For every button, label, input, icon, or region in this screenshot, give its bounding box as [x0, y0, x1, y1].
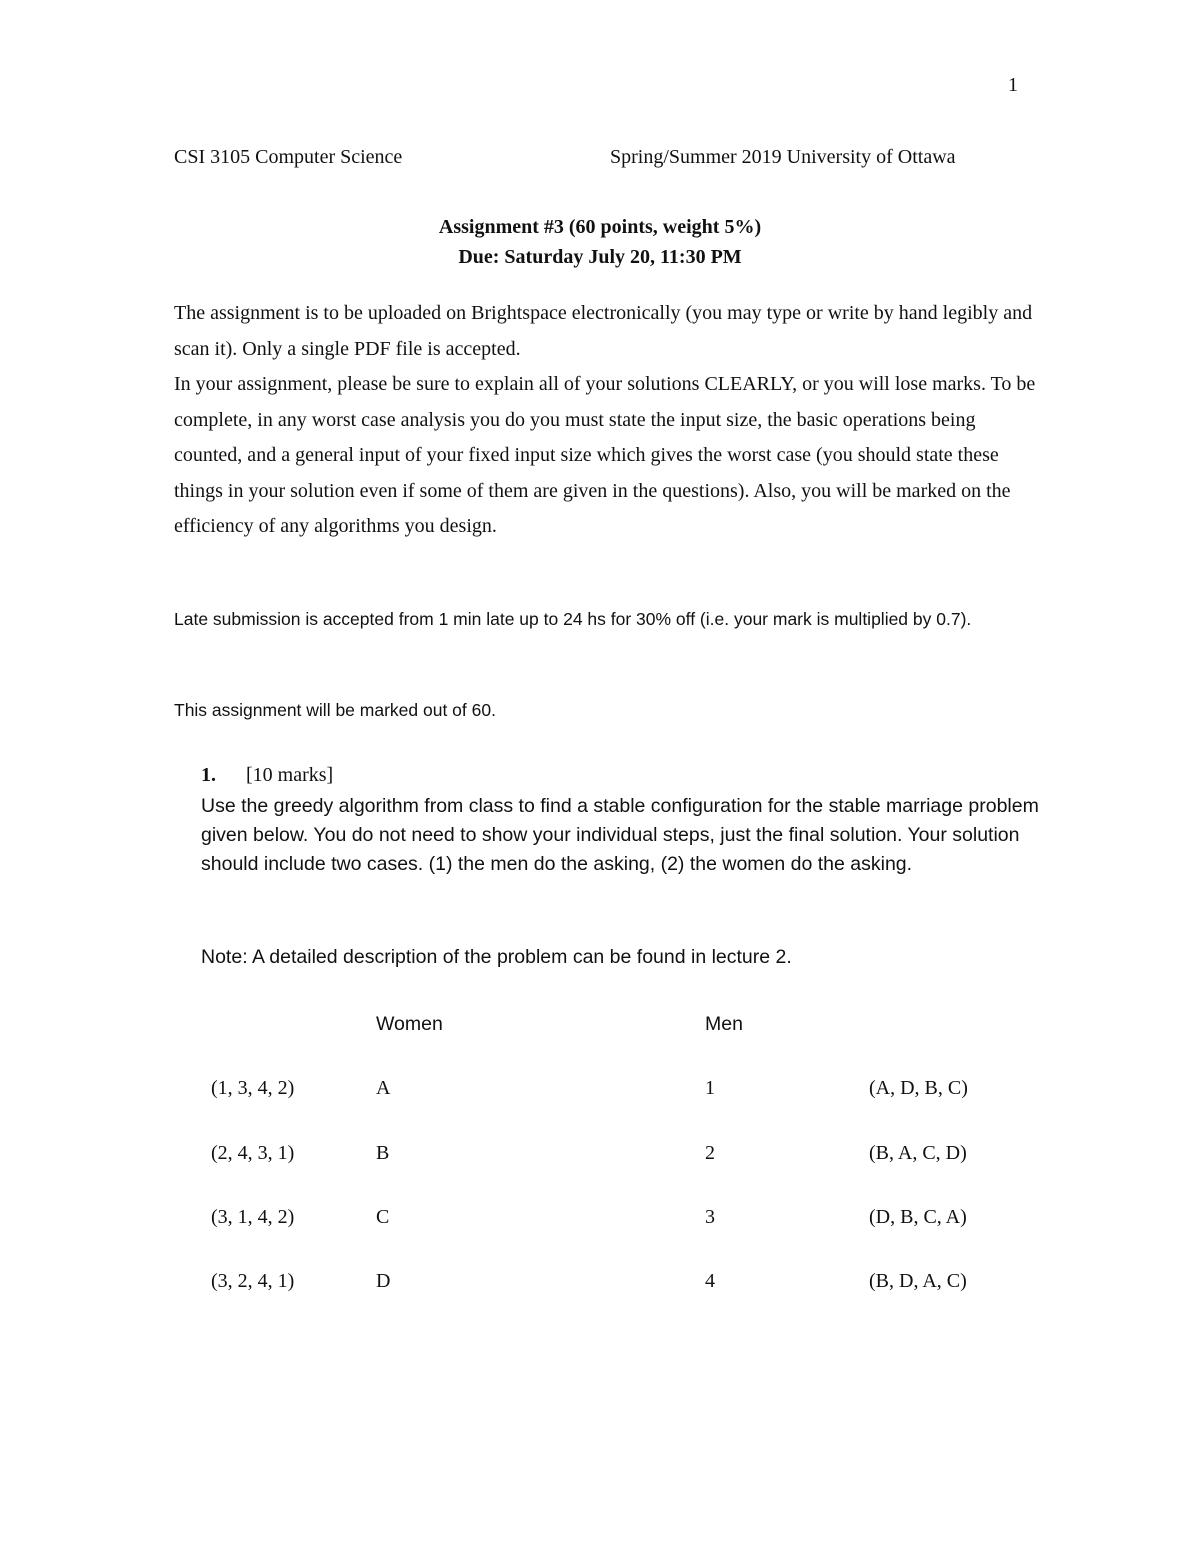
upload-instructions: The assignment is to be uploaded on Brightspace electronically (you may type or write by hand legibly and scan it). Only a single PDF file is accepted.: [174, 302, 1033, 360]
intro-instructions: [174, 296, 1044, 545]
woman-label: D: [376, 1270, 391, 1292]
women-preference: (2, 4, 3, 1): [211, 1142, 295, 1164]
man-label: 3: [705, 1206, 715, 1228]
course-title: CSI 3105 Computer Science: [174, 146, 403, 168]
assignment-heading: Assignment #3 (60 points, weight 5%): [438, 216, 762, 238]
men-preference: (B, A, C, D): [869, 1142, 967, 1164]
women-column-header: Women: [376, 1013, 443, 1035]
woman-label: C: [376, 1206, 390, 1228]
late-policy: Late submission is accepted from 1 min late up to 24 hs for 30% off (i.e. your mark is multiplied by 0.7).: [174, 609, 972, 629]
assignment-title: [0, 212, 1200, 272]
due-date: Due: Saturday July 20, 11:30 PM: [458, 246, 742, 268]
term-university: Spring/Summer 2019 University of Ottawa: [610, 146, 956, 168]
men-preference: (A, D, B, C): [869, 1077, 968, 1099]
question-1-body: Use the greedy algorithm from class to find a stable configuration for the stable marriage problem given below. You do not need to show your individual steps, just the final solution. Your solution should include two cases. (1) the men do the asking, (2) the women do the asking.: [201, 795, 1039, 875]
man-label: 2: [705, 1142, 715, 1164]
marked-out-text: This assignment will be marked out of 60.: [174, 700, 496, 720]
men-preference: (D, B, C, A): [869, 1206, 967, 1228]
question-1-number: 1.: [201, 764, 216, 786]
men-column-header: Men: [705, 1013, 743, 1035]
woman-label: A: [376, 1077, 391, 1099]
question-1-note: Note: A detailed description of the problem can be found in lecture 2.: [201, 946, 792, 968]
men-preference: (B, D, A, C): [869, 1270, 967, 1292]
women-preference: (3, 1, 4, 2): [211, 1206, 295, 1228]
man-label: 4: [705, 1270, 715, 1292]
page-number: 1: [1008, 74, 1018, 96]
women-preference: (3, 2, 4, 1): [211, 1270, 295, 1292]
question-1-marks: [10 marks]: [246, 764, 334, 786]
grading-instructions: In your assignment, please be sure to explain all of your solutions CLEARLY, or you will lose marks. To be complete, in any worst case analysis you do you must state the input size, the basic operations being counted, and a general input of your fixed input size which gives the worst case (you should state these things in your solution even if some of them are given in the questions). Also, you will be marked on the efficiency of any algorithms you design.: [174, 373, 1036, 537]
man-label: 1: [705, 1077, 715, 1099]
woman-label: B: [376, 1142, 390, 1164]
women-preference: (1, 3, 4, 2): [211, 1077, 295, 1099]
